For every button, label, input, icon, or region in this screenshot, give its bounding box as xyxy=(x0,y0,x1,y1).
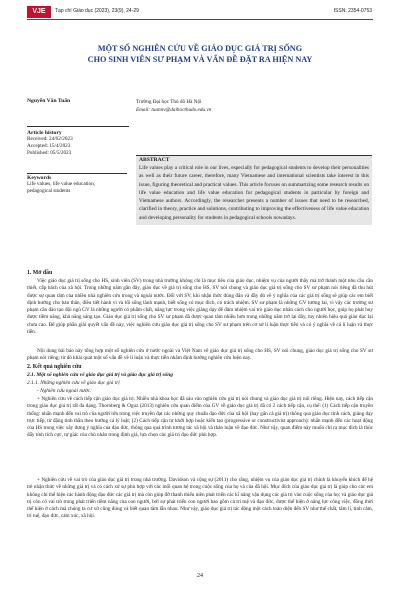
abstract-heading: ABSTRACT xyxy=(136,156,372,164)
title-line-1: MỘT SỐ NGHIÊN CỨU VỀ GIÁO DỤC GIÁ TRỊ SỐNG xyxy=(97,44,303,53)
received-date: Received: 24/02/2023 xyxy=(27,136,73,142)
author-name: Nguyễn Văn Tuấn xyxy=(27,98,71,104)
page-number: 24 xyxy=(197,573,203,579)
keywords-heading: Keywords xyxy=(27,173,127,181)
keywords-list: Life values, life value education, pedagogical students xyxy=(27,181,95,194)
subsection-2-1-heading: 2.1. Một số nghiên cứu về giáo dục giá trị và giáo dục giá trị sống xyxy=(27,372,173,378)
article-info xyxy=(27,126,129,264)
article-history-heading: Article history xyxy=(27,130,62,136)
section-2-heading: 2. Kết quả nghiên cứu xyxy=(27,364,82,370)
intro-paragraph-2: Nội dung bài báo này tổng hợp một số nghiên cứu ở nước ngoài và Việt Nam về giáo dục giá trị sống cho HS, SV nói chung, giáo dục giá trị sống cho SV sư phạm nói riêng; từ đó khái quát một số vấn đề về lí luận và thực tiễn nhằm định hướng nghiên cứu hiện nay. xyxy=(27,348,373,362)
author-email: Email: tuannv@daihocthudo.edu.vn xyxy=(136,107,212,113)
published-date: Published: 05/5/2023 xyxy=(27,150,72,156)
journal-header xyxy=(0,6,400,20)
abstract-text: Life values play a critical role in our lives, especially for pedagogical students to develop their personalities as well as their future career, therefore, many Vietnamese and international scientists take interest in this issue, figuring theoretical and practical values. This article focuses on summarizing some research results on life value education and life value education for pedagogical students in particular by foreign and Vietnamese authors. Accordingly, the researcher presents a number of issues that need to be researched, clarified in theory, practice and solutions, contributing to improving the effectiveness of life value education and developing personality for students in pedagogical schools nowadays. xyxy=(136,164,372,225)
title-line-2: CHO SINH VIÊN SƯ PHẠM VÀ VẤN ĐỀ ĐẶT RA HIỆN NAY xyxy=(87,55,313,64)
journal-issn: ISSN: 2354-0753 xyxy=(333,8,372,14)
section-1-heading: 1. Mở đầu xyxy=(27,270,53,276)
journal-logo: VJE xyxy=(27,6,51,18)
journal-citation: Tạp chí Giáo dục (2023), 23(9), 24-29 xyxy=(55,8,139,14)
header-divider xyxy=(27,19,373,20)
intro-paragraph-1: Việc giáo dục giá trị sống cho HS, sinh viên (SV) trong nhà trường không chỉ là mục tiêu của giáo dục, nhiệm vụ của người thầy mà trở thành một nhu cầu cần thiết, cấp bách của xã hội. Trong những năm gần đây, giáo dục về giá trị sống cho HS, SV nói chung và giáo dục giá trị sống cho SV sư phạm nói riêng đã thu hút được sự quan tâm của nhiều nhà nghiên cứu trong và ngoài nước. Đối với SV, khi nhận thức đúng đắn và đầy đủ về ý nghĩa của các giá trị sống sẽ giúp các em biết định hướng cho bản thân, điều tiết hành vi và lối sống lành mạnh, biết sống có mục đích, có trách nhiệm. SV sư phạm là những GV tương lai, vì vậy các trường sư phạm cần đào tạo đội ngũ GV là những người có phẩm chất, năng lực trong việc giảng dạy để đảm nhiệm vai trò giáo dục nhân cách cho người học, giúp họ phát huy được tiềm năng, khả năng sáng tạo. Giáo dục giá trị sống cho SV sư phạm đã được quan tâm nhiều hơn trong những năm trở lại đây, tuy nhiên hiệu quả giáo dục lại chưa cao. Để giúp phần giải quyết vấn đề này, việc nghiên cứu giáo dục giá trị sống cho SV sư phạm trên cơ sở lí luận thực tiễn và có ý nghĩa về cả lí luận và thực tiễn. xyxy=(27,278,373,336)
approach-paragraph: + Nghiên cứu về cách tiếp cận giáo dục giá trị. Nhiều nhà khoa học đã sáu vào nghiên cứu giá trị nói chung và giáo dục giá trị nói riêng. Hiện nay, cách tiếp cận trong giáo dục giá trị rất đa dạng. Thornberg & Oguz (2013) nghiên cứu quan điểm của GV về giáo dục giá trị đã có 2 cách tiếp cận, cụ thể: (1) Cách tiếp cận truyền thống: nhấn mạnh đến vai trò của người lớn trong việc truyền đạt các những quy chuẩn đạo đức của xã hội (hay gắn cả giá trị) thông qua giáo dục tính cách, giảng dạy trực tiếp, từ đặng tính thần theo hướng cá lý luật; (2) Cách tiếp cận tự khởi hợp hoặc kiến tạo (progressive or constructivist approach): nhấn mạnh đến các hoạt động của HS trong việc xây dựng ý nghĩa của đạo đức, thông qua quá trình tương tác xã hội và thảo luận về đạo đức. Như vậy, quan điểm này muốn chỉ ra mục đích là thúc đẩy tính tích cực, tự giác của chủ nhân trong định giá, lựa chọn các giá trị đạo đức phù hợp. xyxy=(27,396,373,439)
accepted-date: Accepted: 15/4/2023 xyxy=(27,143,71,149)
author-affiliation-block xyxy=(136,98,366,114)
paper-title xyxy=(27,43,373,65)
foreign-research-heading: - Nghiên cứu ngoài nước: xyxy=(37,388,92,394)
role-paragraph: + Nghiên cứu về vai trò của giáo dục giá trị trong nhà trường. Davidson và cộng sự (2011) cho rằng, nhiệm vụ của giáo dục giá trị chính là khuyến khích để hệ trẻ nhận thức về những giá trị và có cách xử sự phù hợp với các mối quan hệ trong cuộc sống của họ và của đã hội. Mục đích của giáo dục giá trị là giúp cho các em không chỉ thể hiện các hành động đạo đức các giá trị mà còn giúp đỡ thanh thiếu niên phát triển các kĩ năng vận dụng các giá trị vào cuộc sống của họ; và giáo dục giá trị còn có vai trò trong phát triển tiềm năng của con người, bởi sự phát triển con người bao gồm cả trí tuệ và đạo đức, được thể hiện ở năng lực công việc, đồng thời thể hiện ở cách mà chúng ta cư xử cũng đúng và biết quan tâm lẫn nhau. Như vậy, giáo dục giá trị tác động một cách toàn diện đến SV như thể chất, tâm lí, tình cảm, trí tuệ, đạo đức, cảm xúc, xã hội. xyxy=(27,477,373,520)
subsection-2-1-1-heading: 2.1.1. Những nghiên cứu về giáo dục giá trị xyxy=(27,380,120,386)
author-affiliation: Trường Đại học Thủ đô Hà Nội xyxy=(136,99,202,105)
abstract-box xyxy=(136,155,372,225)
